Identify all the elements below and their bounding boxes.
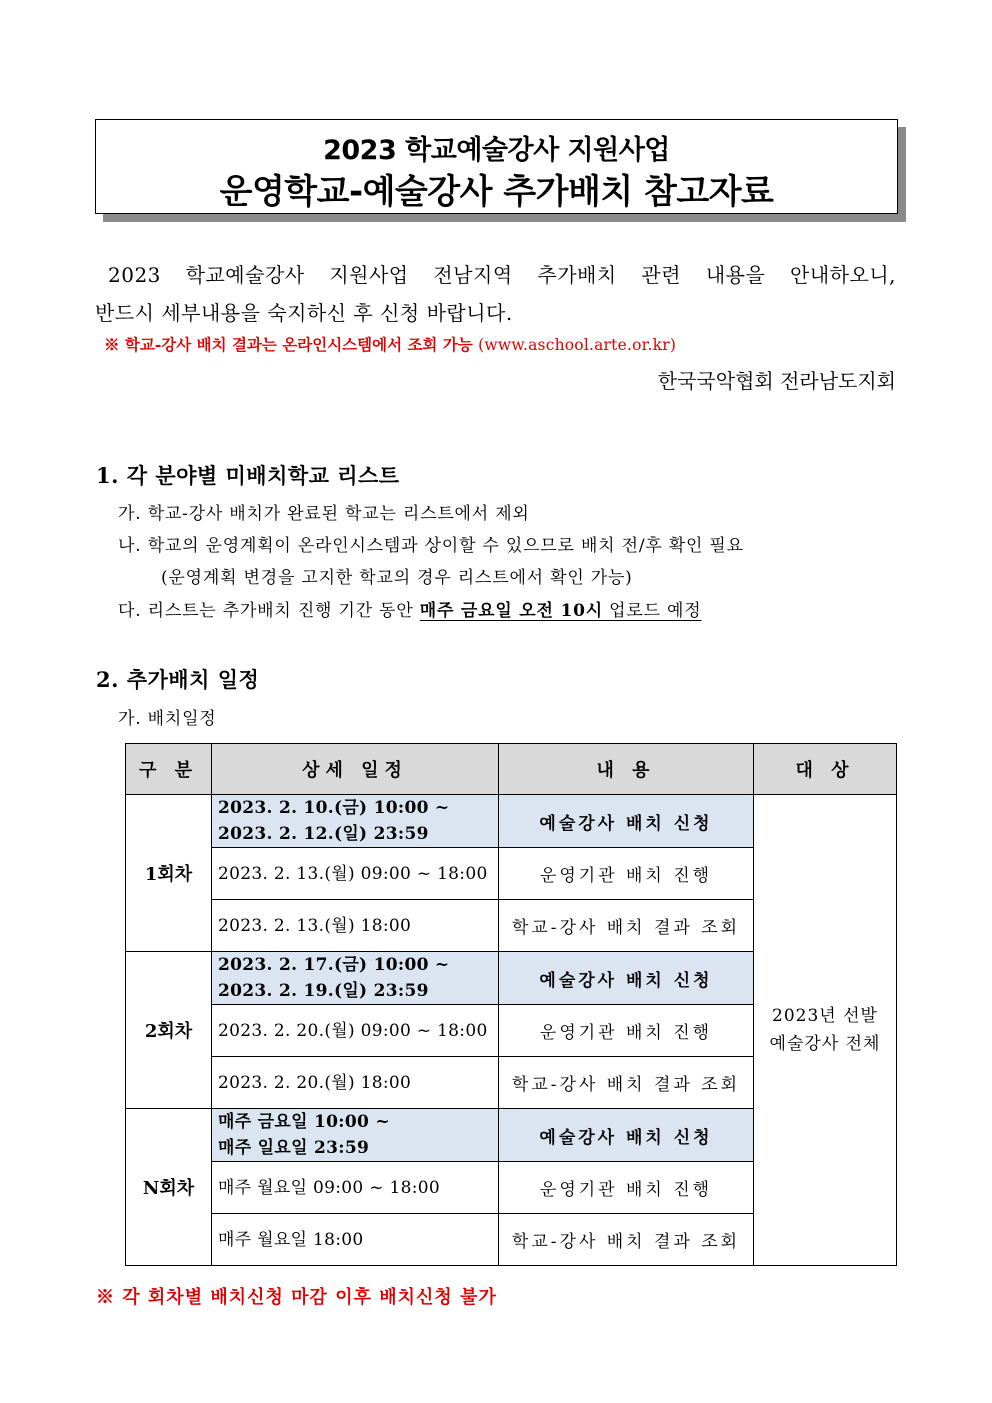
header-content: 내 용 [499,744,754,795]
schedule-line: 2023. 2. 10.(금) 10:00 ~ [218,798,450,818]
target-cell [754,795,897,1266]
target-line-2: 예술강사 전체 [769,1034,881,1054]
schedule-cell: 2023. 2. 20.(월) 09:00 ~ 18:00 [212,1005,499,1057]
schedule-line: 2023. 2. 19.(일) 23:59 [218,981,429,1001]
schedule-cell: 매주 월요일 18:00 [212,1214,499,1266]
content-cell: 예술강사 배치 신청 [499,795,754,848]
schedule-cell: 2023. 2. 13.(월) 18:00 [212,900,499,952]
title-line-2: 운영학교-예술강사 추가배치 참고자료 [219,172,774,212]
notice-line [104,333,676,355]
schedule-cell: 매주 월요일 09:00 ~ 18:00 [212,1162,499,1214]
schedule-line: 2023. 2. 17.(금) 10:00 ~ [218,955,450,975]
schedule-cell: 2023. 2. 20.(월) 18:00 [212,1057,499,1109]
round-label: N회차 [126,1109,212,1266]
item-c-suffix: 업로드 예정 [602,601,702,621]
content-cell: 예술강사 배치 신청 [499,952,754,1005]
intro-line-2: 반드시 세부내용을 숙지하신 후 신청 바랍니다. [95,301,513,325]
organization-name: 한국국악협회 전라남도지회 [657,369,896,393]
content-cell: 운영기관 배치 진행 [499,1005,754,1057]
schedule-line: 매주 금요일 10:00 ~ [218,1112,390,1132]
content-cell: 운영기관 배치 진행 [499,848,754,900]
content-cell: 운영기관 배치 진행 [499,1162,754,1214]
header-target: 대 상 [754,744,897,795]
section-2-title: 2. 추가배치 일정 [96,667,260,692]
content-cell: 학교-강사 배치 결과 조회 [499,900,754,952]
header-category: 구 분 [126,744,212,795]
section-1-item-c [118,596,702,621]
schedule-cell [212,1109,499,1162]
schedule-line: 매주 일요일 23:59 [218,1138,370,1158]
table-header-row [126,744,897,795]
target-line-1: 2023년 선발 [772,1006,878,1026]
round-label: 2회차 [126,952,212,1109]
title-box [95,119,898,214]
content-cell: 예술강사 배치 신청 [499,1109,754,1162]
schedule-cell [212,952,499,1005]
section-1-title: 1. 각 분야별 미배치학교 리스트 [96,463,400,488]
content-cell: 학교-강사 배치 결과 조회 [499,1214,754,1266]
content-cell: 학교-강사 배치 결과 조회 [499,1057,754,1109]
schedule-cell [212,795,499,848]
header-schedule: 상세 일정 [212,744,499,795]
section-1-item-b: 나. 학교의 운영계획이 온라인시스템과 상이할 수 있으므로 배치 전/후 확인 필요 [118,536,744,556]
schedule-cell: 2023. 2. 13.(월) 09:00 ~ 18:00 [212,848,499,900]
item-c-highlight: 매주 금요일 오전 10시 [419,601,603,621]
footnote: ※ 각 회차별 배치신청 마감 이후 배치신청 불가 [96,1287,497,1308]
round-label: 1회차 [126,795,212,952]
intro-line-1: 2023 학교예술강사 지원사업 전남지역 추가배치 관련 내용을 안내하오니, [108,263,896,287]
section-1-item-b-note: (운영계획 변경을 고지한 학교의 경우 리스트에서 확인 가능) [161,568,633,588]
intro-paragraph [95,256,896,332]
item-c-prefix: 다. 리스트는 추가배치 진행 기간 동안 [118,601,420,621]
table-row [126,795,897,848]
schedule-table [125,743,897,1266]
notice-url: (www.aschool.arte.or.kr) [478,336,677,354]
section-1-item-a: 가. 학교-강사 배치가 완료된 학교는 리스트에서 제외 [118,504,530,524]
schedule-line: 2023. 2. 12.(일) 23:59 [218,824,429,844]
notice-text: ※ 학교-강사 배치 결과는 온라인시스템에서 조회 가능 [104,335,473,354]
title-line-1: 2023 학교예술강사 지원사업 [323,135,670,166]
section-2-subtitle: 가. 배치일정 [118,709,217,729]
